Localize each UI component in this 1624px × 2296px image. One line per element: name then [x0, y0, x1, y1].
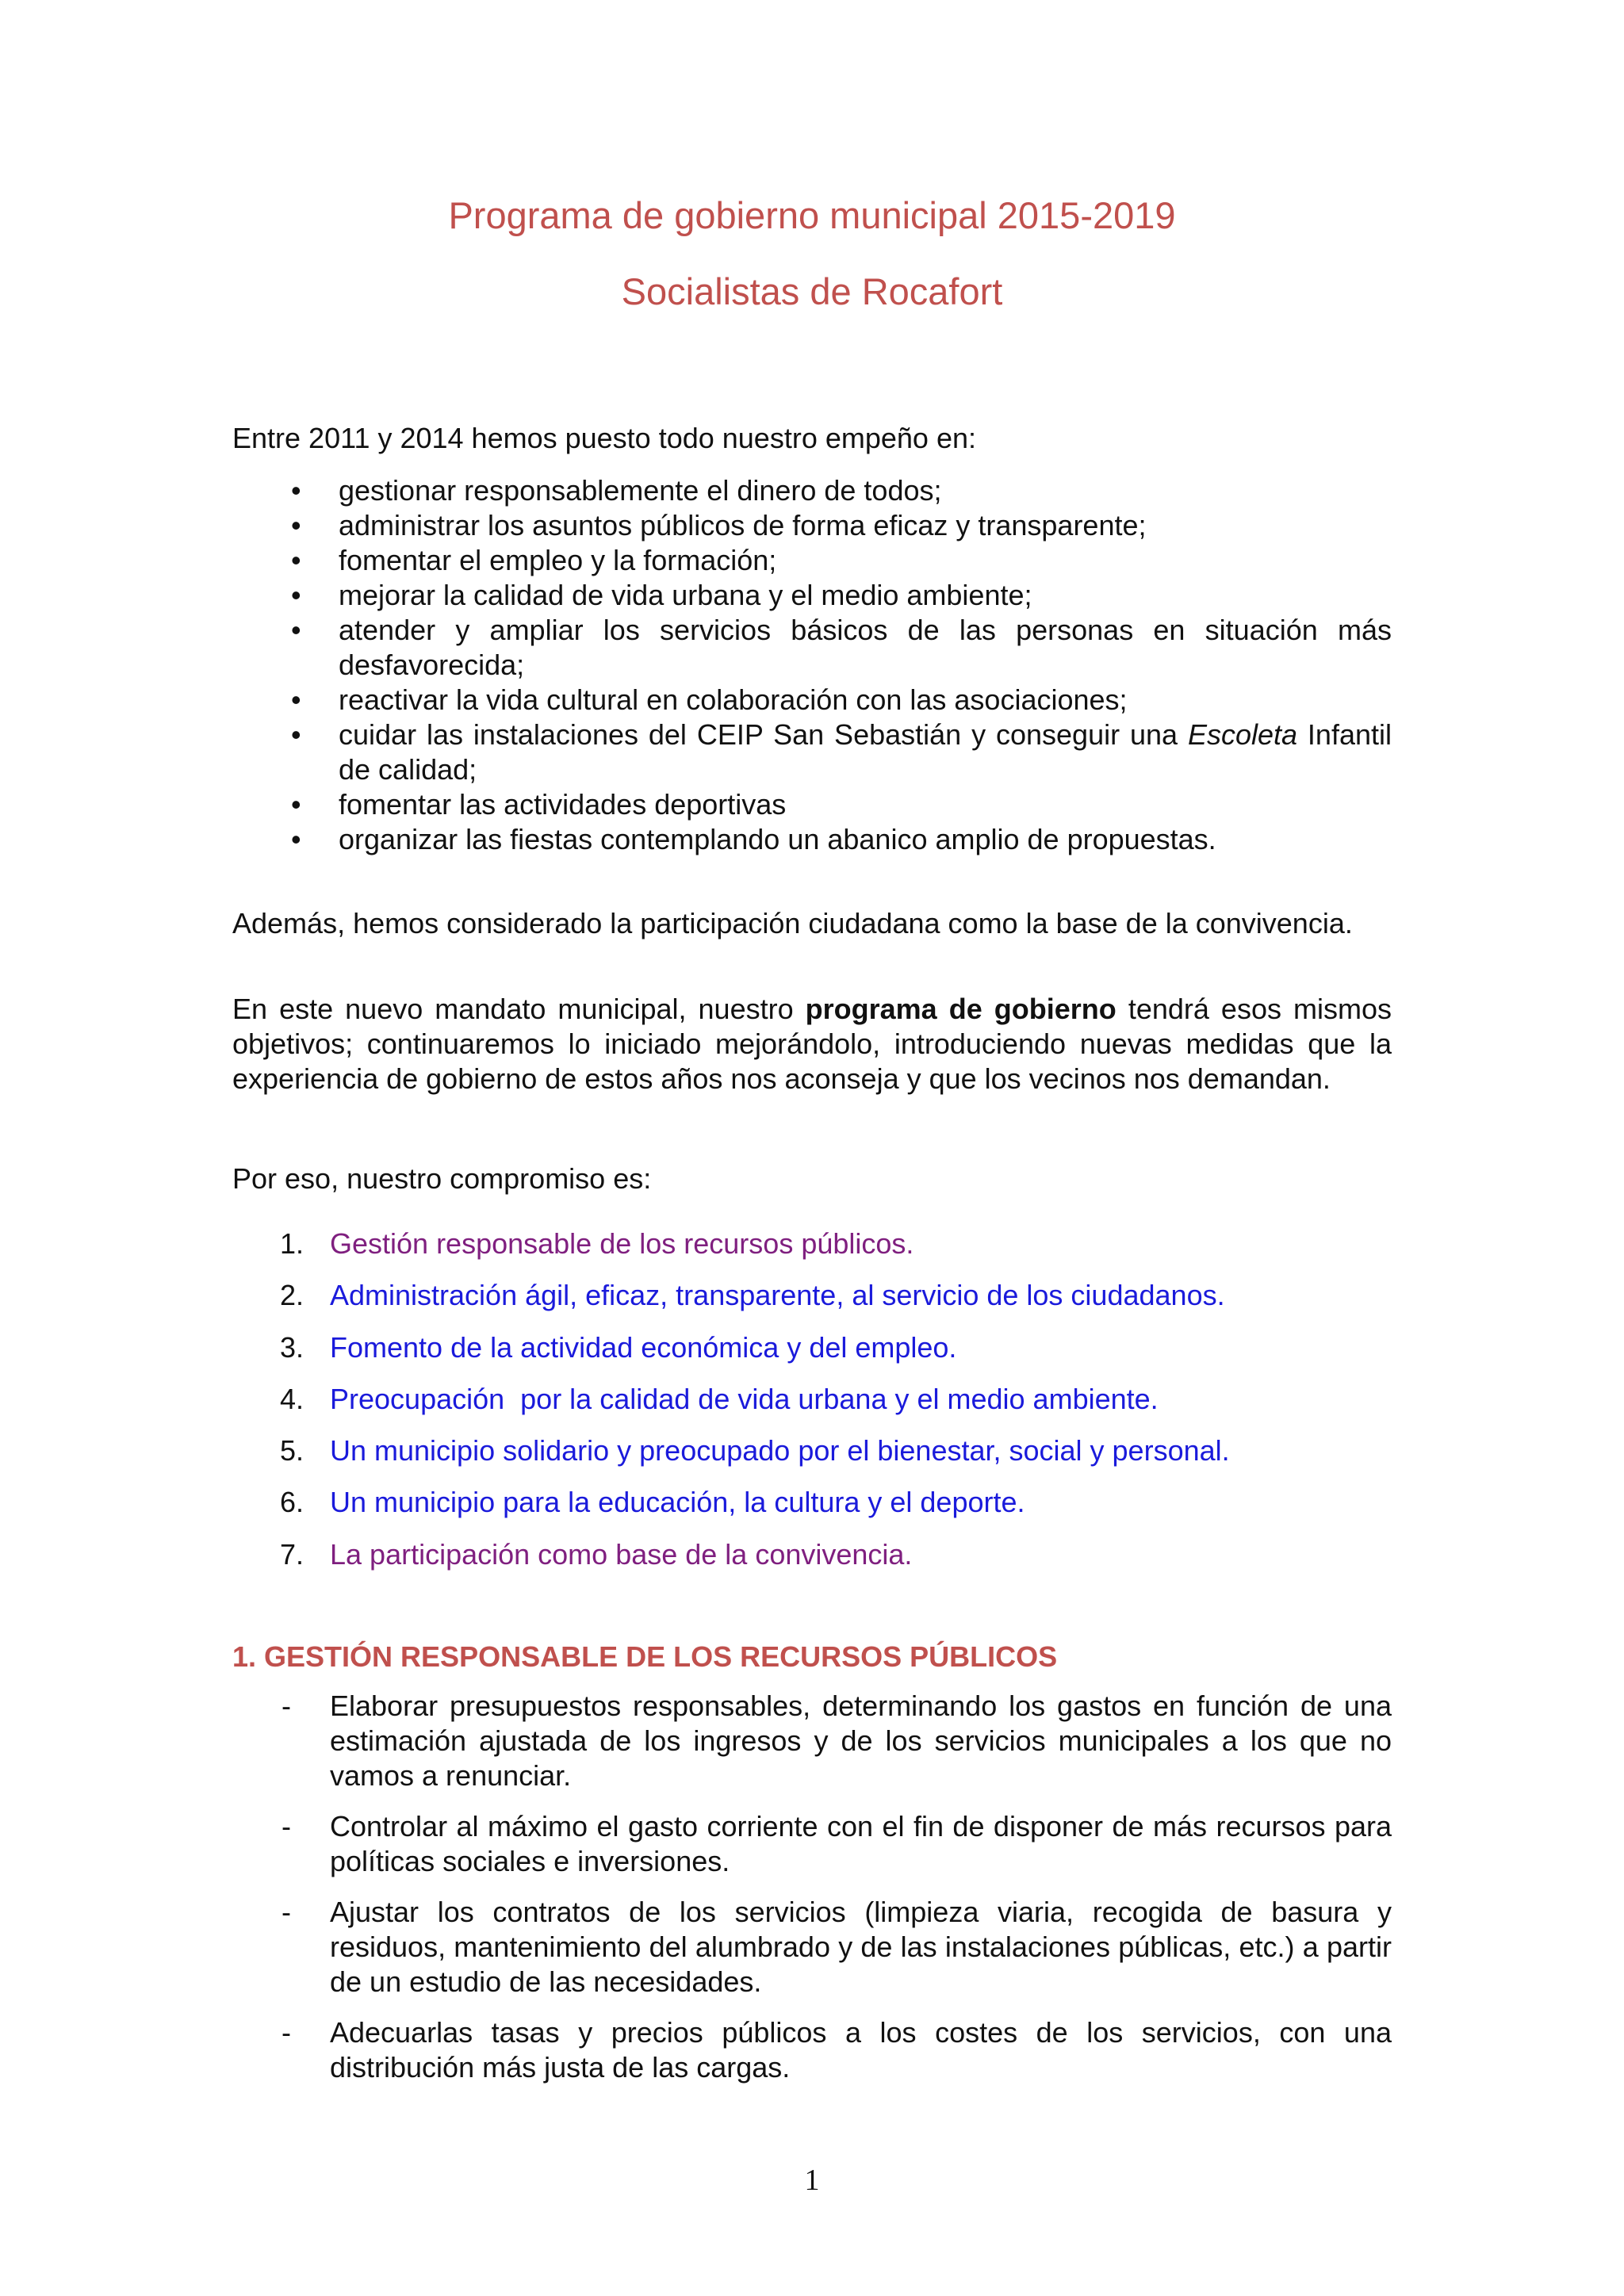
bullet-icon: •: [291, 579, 301, 611]
dash-icon: -: [282, 2016, 291, 2049]
commitment-item: 6. Un municipio para la educación, la cultura y el deporte.: [280, 1486, 1025, 1519]
page-number: 1: [804, 2164, 820, 2197]
program-emphasis: programa de gobierno: [805, 993, 1116, 1025]
bullet-icon: •: [291, 823, 301, 855]
section1-list: [232, 1689, 1392, 2101]
list-item: • reactivar la vida cultural en colaboración con las asociaciones;: [291, 683, 1128, 716]
list-item: - Ajustar los contratos de los servicios (limpieza viaria, recogida de basura y residuos, mantenimiento del alumbrado y de las instalaciones públicas, etc.) a partir de un estudio de las necesidades.: [282, 1896, 1392, 1998]
document-title: Programa de gobierno municipal 2015-2019: [448, 194, 1176, 236]
dash-icon: -: [282, 1810, 291, 1843]
bullet-icon: •: [291, 474, 301, 507]
commitment-item: 2. Administración ágil, eficaz, transparente, al servicio de los ciudadanos.: [280, 1279, 1225, 1312]
list-item: • gestionar responsablemente el dinero de todos;: [291, 474, 942, 507]
list-item: • fomentar el empleo y la formación;: [291, 544, 777, 576]
intro-paragraph: Entre 2011 y 2014 hemos puesto todo nuestro empeño en:: [232, 422, 976, 454]
dash-icon: -: [282, 1896, 291, 1928]
bullet-icon: •: [291, 788, 301, 821]
commitment-intro: Por eso, nuestro compromiso es:: [232, 1162, 652, 1195]
dash-icon: -: [282, 1689, 291, 1722]
list-item: - Elaborar presupuestos responsables, determinando los gastos en función de una estimación ajustada de los ingresos y de los servicios municipales a los que no vamos a renunciar.: [282, 1689, 1392, 1792]
participation-paragraph: Además, hemos considerado la participación ciudadana como la base de la convivencia.: [232, 907, 1353, 939]
bullet-icon: •: [291, 544, 301, 576]
commitment-item: 5. Un municipio solidario y preocupado por el bienestar, social y personal.: [280, 1434, 1230, 1468]
commitment-item: 7. La participación como base de la convivencia.: [280, 1537, 913, 1571]
list-item: • fomentar las actividades deportivas: [291, 788, 787, 821]
commitment-item: 4. Preocupación por la calidad de vida urbana y el medio ambiente.: [280, 1382, 1159, 1415]
section-heading: 1. GESTIÓN RESPONSABLE DE LOS RECURSOS PÚBLICOS: [232, 1640, 1058, 1673]
list-item: • cuidar las instalaciones del CEIP San Sebastián y conseguir una Escoleta Infantil de calidad;: [291, 718, 1392, 786]
list-item: • atender y ampliar los servicios básicos de las personas en situación más desfavorecida;: [291, 614, 1392, 681]
bullet-icon: •: [291, 683, 301, 716]
list-item: • administrar los asuntos públicos de forma eficaz y transparente;: [291, 509, 1147, 541]
commitment-item: 1. Gestión responsable de los recursos públicos.: [280, 1227, 914, 1260]
mandate-paragraph: En este nuevo mandato municipal, nuestro programa de gobierno tendrá esos mismos objetivos; continuaremos lo iniciado mejorándolo, introduciendo nuevas medidas que la experiencia de gobierno de estos años nos aconseja y que los vecinos nos demandan.: [232, 993, 1392, 1095]
commitment-item: 3. Fomento de la actividad económica y del empleo.: [280, 1330, 957, 1364]
bullet-icon: •: [291, 614, 301, 646]
list-item: • mejorar la calidad de vida urbana y el medio ambiente;: [291, 579, 1032, 611]
list-item: • organizar las fiestas contemplando un abanico amplio de propuestas.: [291, 823, 1216, 855]
bullet-icon: •: [291, 718, 301, 751]
commitments-list: [232, 1226, 1392, 1589]
list-item: - Adecuarlas tasas y precios públicos a los costes de los servicios, con una distribución más justa de las cargas.: [282, 2016, 1392, 2084]
list-item: - Controlar al máximo el gasto corriente con el fin de disponer de más recursos para políticas sociales e inversiones.: [282, 1810, 1392, 1877]
bullet-icon: •: [291, 509, 301, 541]
document-subtitle: Socialistas de Rocafort: [621, 270, 1003, 312]
achievements-list: [232, 473, 1392, 857]
